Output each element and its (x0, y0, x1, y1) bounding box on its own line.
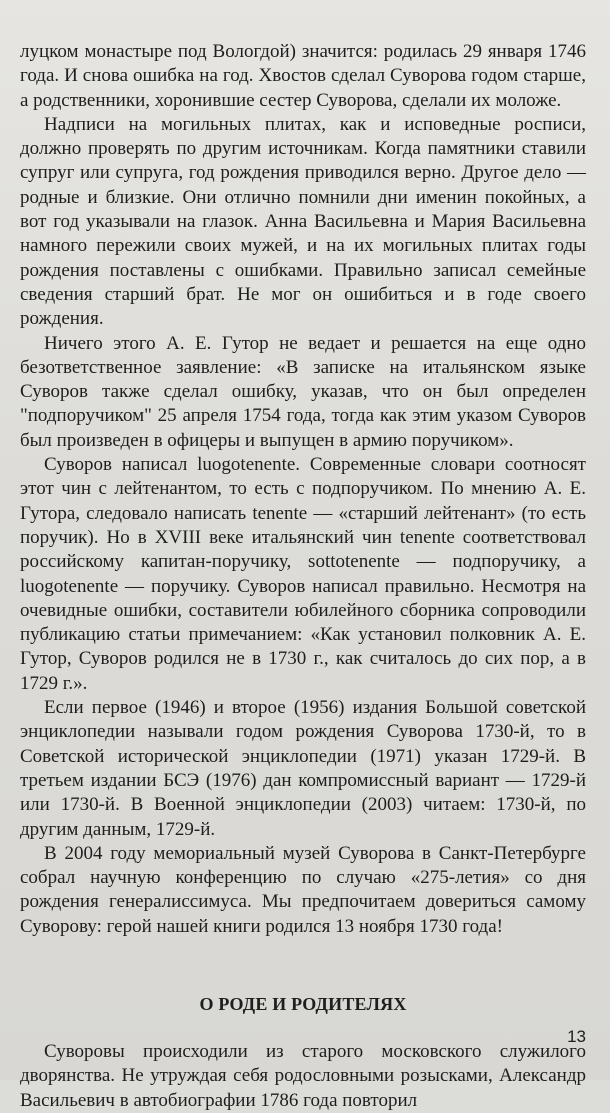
page-number: 13 (567, 1027, 586, 1046)
paragraph: Суворовы происходили из старого московского служилого дворянства. Не утруждая себя родословными розысками, Александр Васильевич в автобиографии 1786 года повторил (20, 1040, 586, 1111)
paragraph: Надписи на могильных плитах, как и исповедные росписи, должно проверять по другим источникам. Когда памятники ставили супруг или супруга, год рождения приводился верно. Другое дело — родные и близкие. Они отлично помнили дни именин покойных, а вот год указывали на глазок. Анна Васильевна и Мария Васильевна намного пережили своих мужей, и на их могильных плитах годы рождения поставлены с ошибками. Правильно записал семейные сведения старший брат. Не мог он ошибиться и в годе своего рождения. (20, 113, 586, 330)
paragraph: луцком монастыре под Вологдой) значится: родилась 29 января 1746 года. И снова ошибка на год. Хвостов сделал Суворова годом старше, а родственники, хоронившие сестер Суворова, сделали их моложе. (20, 41, 586, 111)
page-body (20, 40, 586, 1113)
paragraph: Ничего этого А. Е. Гутор не ведает и решается на еще одно безответственное заявление: «В записке на итальянском языке Суворов также сделал ошибку, указав, что он был определен "подпоручиком" 25 апреля 1754 года, тогда как этим указом Суворов был произведен в офицеры и выпущен в армию поручиком». (20, 332, 586, 451)
paragraph: Если первое (1946) и второе (1956) издания Большой советской энциклопедии называли годом рождения Суворова 1730-й, то в Советской исторической энциклопедии (1971) указан 1729-й. В третьем издании БСЭ (1976) дан компромиссный вариант — 1729-й или 1730-й. В Военной энциклопедии (2003) читаем: 1730-й, по другим данным, 1729-й. (20, 697, 586, 840)
section-heading: О РОДЕ И РОДИТЕЛЯХ (199, 993, 407, 1014)
paragraph: Суворов написал luogotenente. Современные словари соотносят этот чин с лейтенантом, то есть с подпоручиком. По мнению А. Е. Гутора, следовало написать tenente — «старший лейтенант» (то есть поручик). Но в XVIII веке итальянский чин tenente соответствовал российскому капитан-поручику, sottotenente — подпоручику, а luogotenente — поручику. Суворов написал правильно. Несмотря на очевидные ошибки, составители юбилейного сборника сопроводили публикацию статьи примечанием: «Как установил полковник А. Е. Гутор, Суворов родился не в 1730 г., как считалось до сих пор, а в 1729 г.». (20, 454, 586, 694)
paragraph: В 2004 году мемориальный музей Суворова в Санкт-Петербурге собрал научную конференцию по случаю «275-летия» со дня рождения генералиссимуса. Мы предпочитаем довериться самому Суворову: герой нашей книги родился 13 ноября 1730 года! (20, 842, 586, 937)
